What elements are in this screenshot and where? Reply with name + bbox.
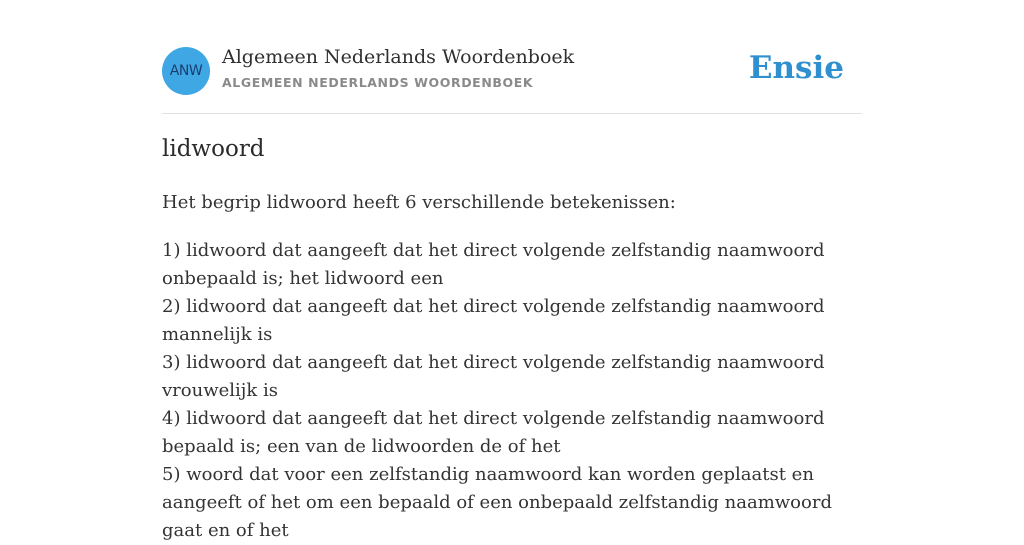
meaning-item: 5) woord dat voor een zelfstandig naamwoord kan worden geplaatst en aangeeft of het om een bepaald of een onbepaald zelfstandig naamwoord gaat en of het	[162, 464, 832, 541]
source-subtitle: ALGEMEEN NEDERLANDS WOORDENBOEK	[222, 75, 534, 90]
meaning-item: 2) lidwoord dat aangeeft dat het direct volgende zelfstandig naamwoord mannelijk is	[162, 296, 825, 345]
meanings-list	[162, 237, 862, 545]
meaning-item: 3) lidwoord dat aangeeft dat het direct volgende zelfstandig naamwoord vrouwelijk is	[162, 352, 825, 401]
anw-logo[interactable]: ANW	[162, 47, 210, 95]
header	[162, 46, 862, 96]
header-divider	[162, 113, 862, 114]
source-title[interactable]: Algemeen Nederlands Woordenboek	[222, 46, 575, 68]
entry-term: lidwoord	[162, 136, 265, 162]
meaning-item: 4) lidwoord dat aangeeft dat het direct volgende zelfstandig naamwoord bepaald is; een van de lidwoorden de of het	[162, 408, 825, 457]
entry-intro: Het begrip lidwoord heeft 6 verschillende betekenissen:	[162, 192, 676, 213]
meaning-item: 1) lidwoord dat aangeeft dat het direct volgende zelfstandig naamwoord onbepaald is; het lidwoord een	[162, 240, 825, 289]
ensie-logo-link[interactable]: Ensie	[748, 50, 844, 86]
